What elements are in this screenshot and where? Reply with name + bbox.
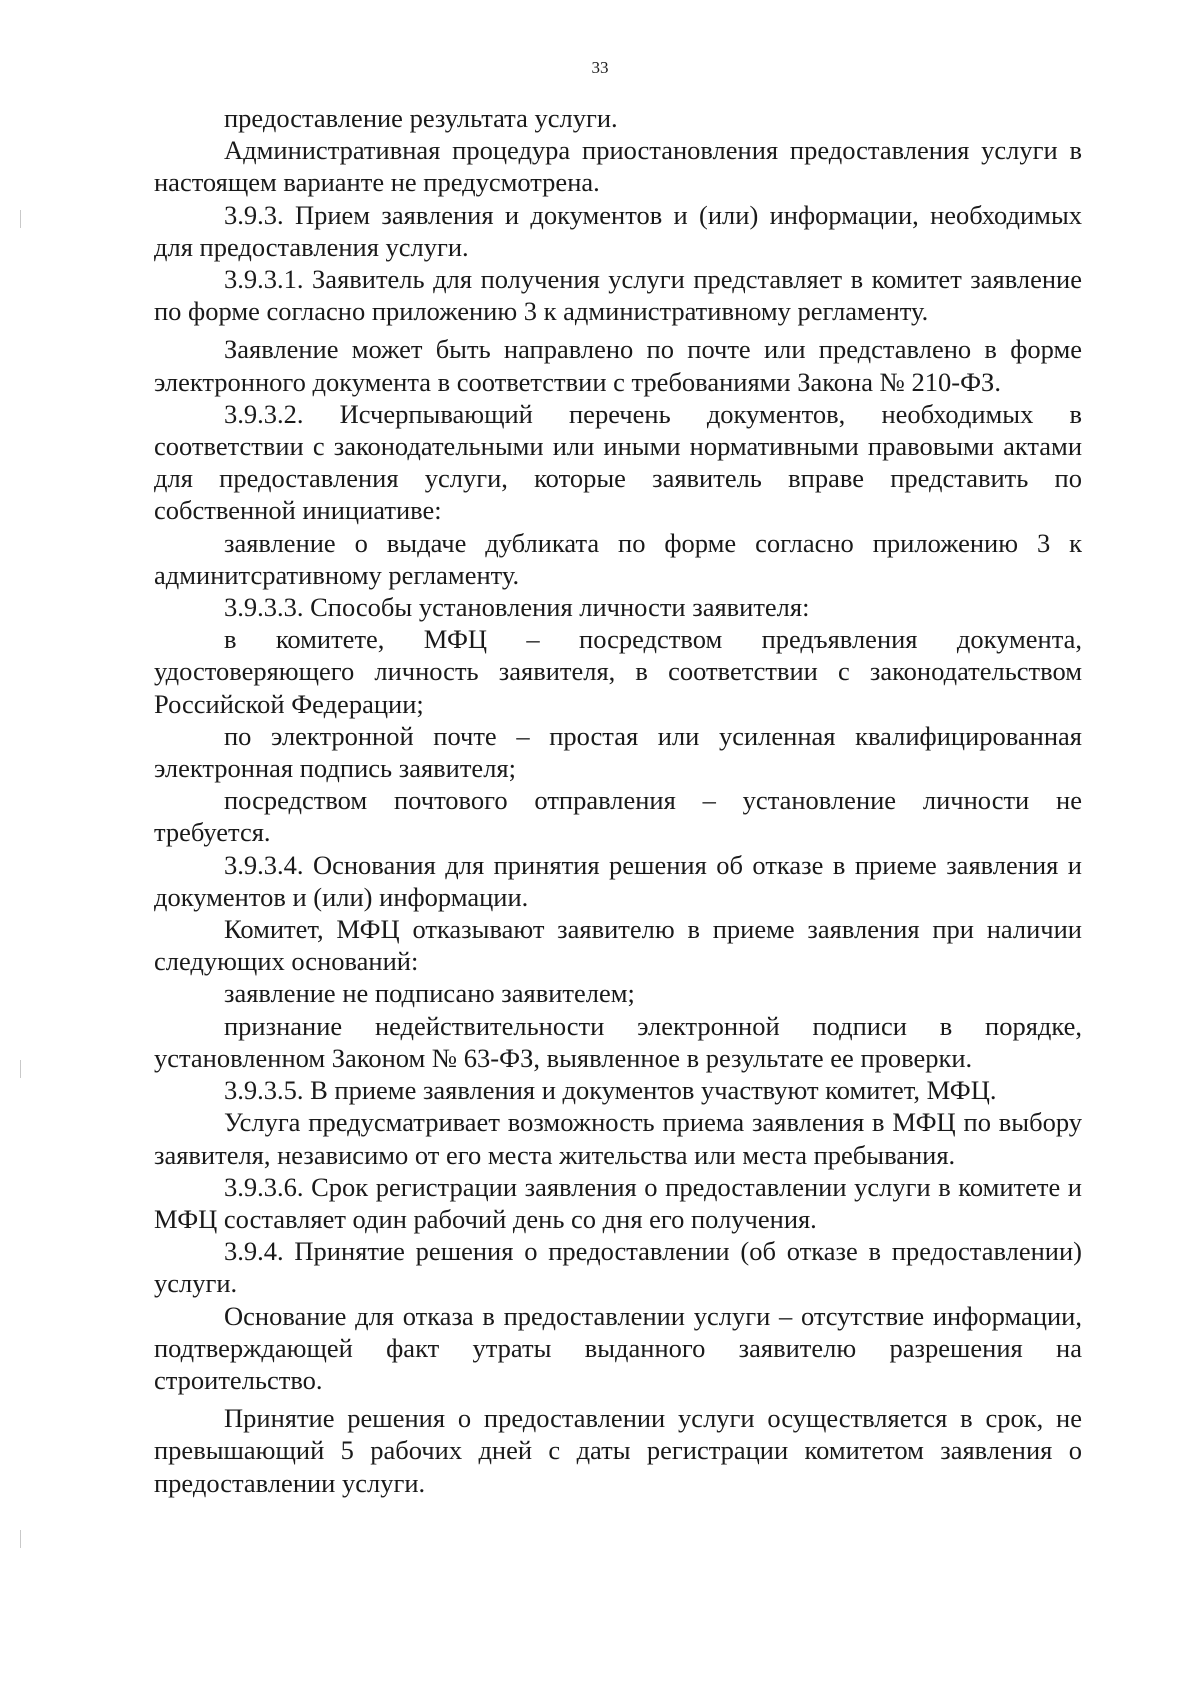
- paragraph-3-9-3: 3.9.3. Прием заявления и документов и (или) информации, необходимых для предоставления услуги.: [154, 199, 1082, 262]
- paragraph-3-9-3-5: 3.9.3.5. В приеме заявления и документов участвуют комитет, МФЦ.: [224, 1075, 997, 1106]
- page-number: 33: [591, 58, 609, 77]
- paragraph-3-9-3-6: 3.9.3.6. Срок регистрации заявления о предоставлении услуги в комитете и МФЦ составляет один рабочий день со дня его получения.: [154, 1171, 1082, 1234]
- paragraph-email: по электронной почте – простая или усиленная квалифицированная электронная подпись заявителя;: [154, 720, 1082, 784]
- paragraph-3-9-3-4: 3.9.3.4. Основания для принятия решения об отказе в приеме заявления и документов и (или) информации.: [154, 849, 1082, 912]
- paragraph-3-9-3-2: 3.9.3.2. Исчерпывающий перечень документов, необходимых в соответствии с законодательными или иными нормативными правовыми актами для предоставления услуги, которые заявитель вправе представить по собственной инициативе:: [154, 398, 1082, 526]
- paragraph-refusal: Комитет, МФЦ отказывают заявителю в приеме заявления при наличии следующих оснований:: [154, 914, 1082, 977]
- paragraph-suspension: Административная процедура приостановления предоставления услуги в настоящем варианте не предусмотрена.: [154, 135, 1082, 198]
- paragraph-3-9-3-1: 3.9.3.1. Заявитель для получения услуги представляет в комитет заявление по форме согласно приложению 3 к административному регламенту.: [154, 264, 1082, 327]
- paragraph-post: посредством почтового отправления – установление личности не требуется.: [154, 785, 1082, 848]
- scan-mark: [20, 210, 21, 228]
- paragraph-result: предоставление результата услуги.: [224, 103, 618, 133]
- document-body: [154, 102, 1082, 1499]
- paragraph-refusal-basis: Основание для отказа в предоставлении услуги – отсутствие информации, подтверждающей факт утраты выданного заявителю разрешения на строительство.: [154, 1300, 1082, 1395]
- paragraph-in-committee: в комитете, МФЦ – посредством предъявления документа, удостоверяющего личность заявителя, в соответствии с законодательством Российской Федерации;: [154, 624, 1082, 719]
- paragraph-duplicate: заявление о выдаче дубликата по форме согласно приложению 3 к админитсративному регламенту.: [154, 527, 1082, 590]
- paragraph-decision-term: Принятие решения о предоставлении услуги осуществляется в срок, не превышающий 5 рабочих дней с даты регистрации комитетом заявления о предоставлении услуги.: [154, 1403, 1082, 1498]
- paragraph-3-9-3-3: 3.9.3.3. Способы установления личности заявителя:: [224, 592, 810, 623]
- paragraph-submission: Заявление может быть направлено по почте или представлено в форме электронного документа в соответствии с требованиями Закона № 210-ФЗ.: [154, 334, 1082, 397]
- scan-mark: [20, 1530, 21, 1548]
- scan-mark: [20, 1060, 21, 1078]
- paragraph-not-signed: заявление не подписано заявителем;: [224, 978, 635, 1009]
- paragraph-mfc-choice: Услуга предусматривает возможность приема заявления в МФЦ по выбору заявителя, независимо от его места жительства или места пребывания.: [154, 1107, 1082, 1170]
- paragraph-invalid-signature: признание недействительности электронной подписи в порядке, установленном Законом № 63-ФЗ, выявленное в результате ее проверки.: [154, 1010, 1082, 1073]
- paragraph-3-9-4: 3.9.4. Принятие решения о предоставлении (об отказе в предоставлении) услуги.: [154, 1236, 1082, 1299]
